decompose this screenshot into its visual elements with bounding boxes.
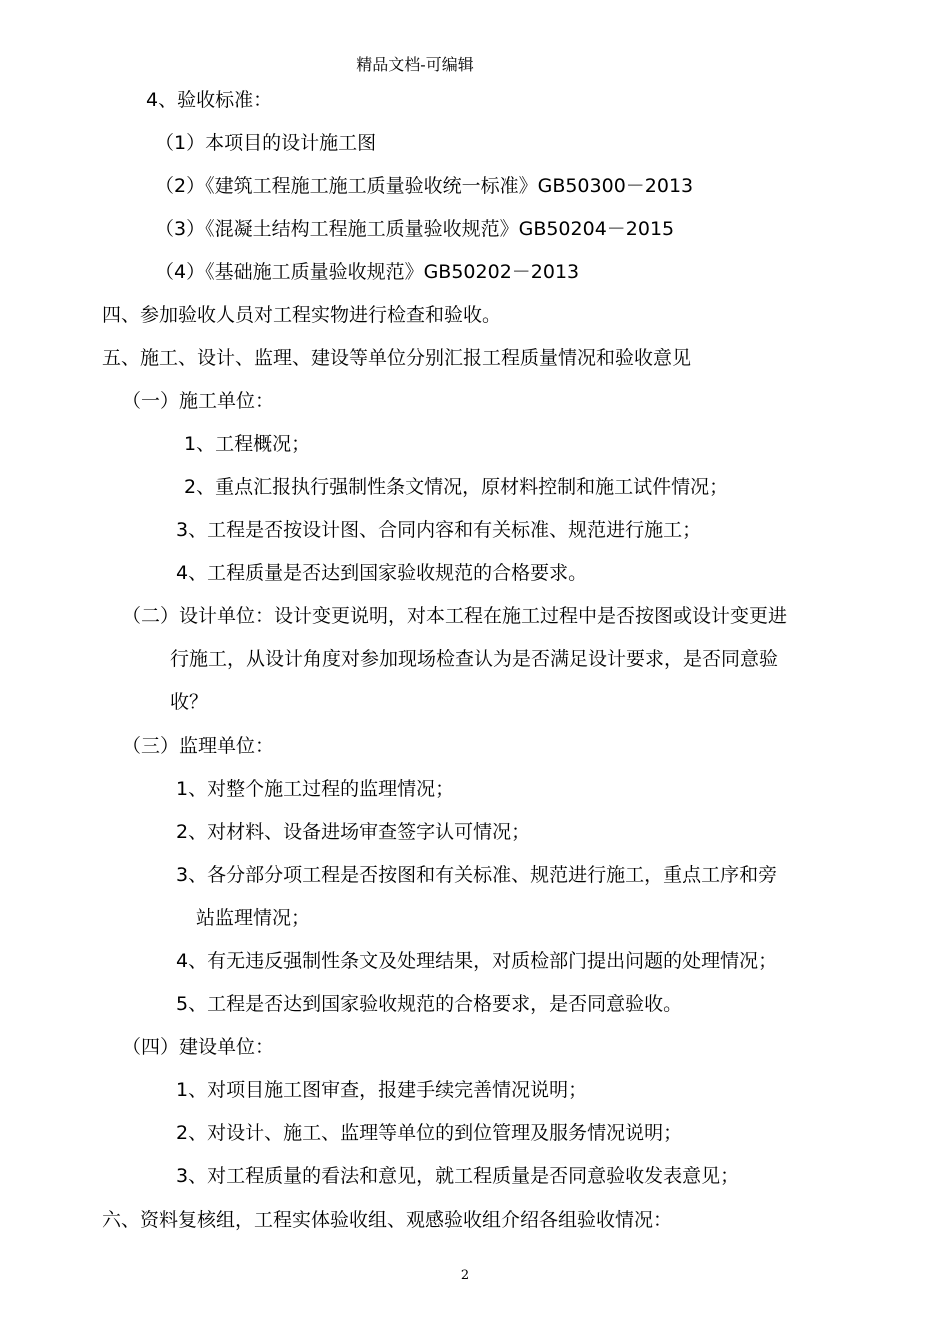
text-line: （4）《基础施工质量验收规范》GB50202－2013 xyxy=(155,261,580,283)
text-line: 2、重点汇报执行强制性条文情况，原材料控制和施工试件情况； xyxy=(184,476,729,498)
text-line: 3、各分部分项工程是否按图和有关标准、规范进行施工，重点工序和旁 xyxy=(176,864,778,886)
text-line: 2、对材料、设备进场审查签字认可情况； xyxy=(176,821,531,843)
page-number: 2 xyxy=(460,1268,470,1283)
text-line: 4、验收标准： xyxy=(146,89,273,111)
subsection-heading: （二）设计单位：设计变更说明，对本工程在施工过程中是否按图或设计变更进 xyxy=(122,605,788,627)
section-heading: 六、资料复核组，工程实体验收组、观感验收组介绍各组验收情况： xyxy=(102,1209,673,1231)
text-line: （3）《混凝土结构工程施工质量验收规范》GB50204－2015 xyxy=(155,218,675,240)
text-line: 1、对项目施工图审查，报建手续完善情况说明； xyxy=(176,1079,588,1101)
text-line: 3、对工程质量的看法和意见，就工程质量是否同意验收发表意见； xyxy=(176,1165,740,1187)
text-line: 行施工，从设计角度对参加现场检查认为是否满足设计要求，是否同意验 xyxy=(170,648,779,670)
text-line: （2）《建筑工程施工施工质量验收统一标准》GB50300－2013 xyxy=(155,175,694,197)
text-line: 4、工程质量是否达到国家验收规范的合格要求。 xyxy=(176,562,588,584)
text-line: 收？ xyxy=(170,691,209,713)
subsection-heading: （三）监理单位： xyxy=(122,735,275,757)
section-heading: 五、施工、设计、监理、建设等单位分别汇报工程质量情况和验收意见 xyxy=(102,347,692,369)
subsection-heading: （四）建设单位： xyxy=(122,1036,275,1058)
page-header: 精品文档-可编辑 xyxy=(356,55,474,74)
text-line: 站监理情况； xyxy=(196,907,311,929)
subsection-heading: （一）施工单位： xyxy=(122,390,275,412)
text-line: 1、工程概况； xyxy=(184,433,311,455)
text-line: （1）本项目的设计施工图 xyxy=(155,132,377,154)
text-line: 3、工程是否按设计图、合同内容和有关标准、规范进行施工； xyxy=(176,519,702,541)
text-line: 5、工程是否达到国家验收规范的合格要求，是否同意验收。 xyxy=(176,993,683,1015)
text-line: 1、对整个施工过程的监理情况； xyxy=(176,778,455,800)
section-heading: 四、参加验收人员对工程实物进行检查和验收。 xyxy=(102,304,502,326)
text-line: 4、有无违反强制性条文及处理结果，对质检部门提出问题的处理情况； xyxy=(176,950,778,972)
text-line: 2、对设计、施工、监理等单位的到位管理及服务情况说明； xyxy=(176,1122,683,1144)
